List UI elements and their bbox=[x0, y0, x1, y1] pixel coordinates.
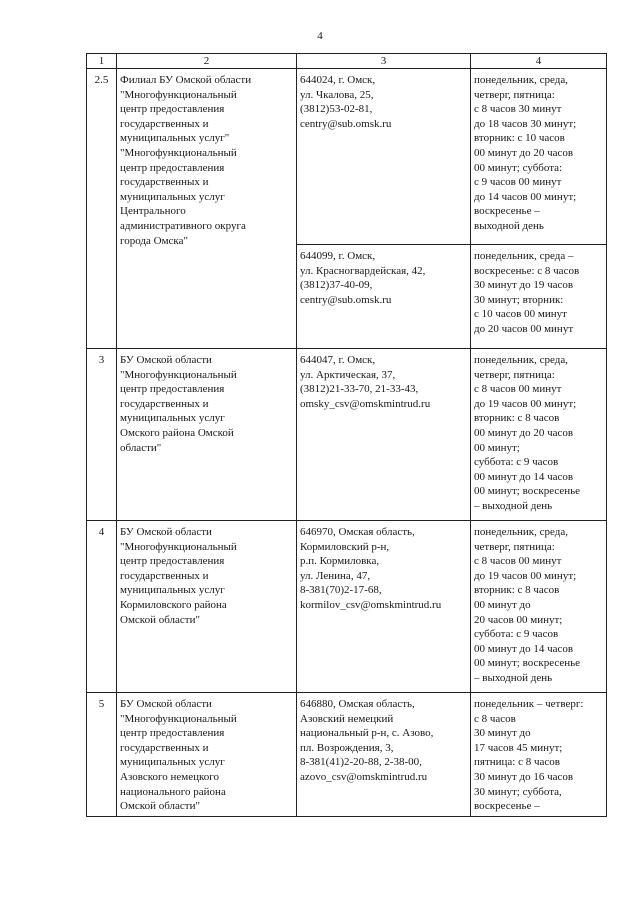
address-cell bbox=[297, 349, 471, 521]
cell-text-line: ул. Ленина, 47, bbox=[300, 569, 371, 582]
cell-text-line: до 14 часов 00 минут; bbox=[474, 190, 577, 203]
header-cell: 3 bbox=[297, 54, 471, 69]
header-cell: 1 bbox=[87, 54, 117, 69]
address-cell bbox=[297, 245, 471, 349]
hours-cell bbox=[471, 69, 607, 245]
cell-text-line: с 9 часов 00 минут bbox=[474, 176, 562, 189]
row-number: 3 bbox=[87, 349, 117, 521]
cell-text-line: понедельник, среда, bbox=[474, 354, 568, 366]
cell-text-line: муниципальных услуг bbox=[120, 584, 225, 597]
cell-text-line: с 8 часов 30 минут bbox=[474, 103, 562, 116]
cell-text-line: государственных и bbox=[120, 117, 209, 130]
cell-text-line: БУ Омской области bbox=[120, 526, 212, 538]
cell-text-line: национальный р-н, с. Азово, bbox=[300, 727, 434, 740]
cell-text-line: centry@sub.omsk.ru bbox=[300, 117, 392, 130]
cell-text-line: 00 минут; bbox=[474, 441, 520, 454]
cell-text-line: Азовского немецкого bbox=[120, 770, 220, 783]
cell-text-line: с 8 часов 00 минут bbox=[474, 555, 562, 568]
cell-text-line: 646880, Омская область, bbox=[300, 698, 415, 710]
cell-text-line: центр предоставления bbox=[120, 103, 225, 116]
cell-text-line: БУ Омской области bbox=[120, 698, 212, 710]
header-cell: 4 bbox=[471, 54, 607, 69]
cell-text-line: Азовский немецкий bbox=[300, 712, 394, 725]
cell-text-line: муниципальных услуг" bbox=[120, 132, 230, 145]
cell-text-line: муниципальных услуг bbox=[120, 190, 225, 203]
cell-text-line: Филиал БУ Омской области bbox=[120, 74, 252, 86]
cell-text-line: 00 минут; воскресенье bbox=[474, 485, 581, 498]
hours-cell bbox=[471, 245, 607, 349]
address-cell bbox=[297, 693, 471, 817]
cell-text-line: – выходной день bbox=[474, 671, 553, 684]
cell-text-line: понедельник – четверг: bbox=[474, 698, 584, 710]
hours-cell bbox=[471, 693, 607, 817]
cell-text-line: "Многофункциональный bbox=[120, 146, 237, 159]
hours-cell bbox=[471, 349, 607, 521]
cell-text-line: – выходной день bbox=[474, 499, 553, 512]
cell-text-line: Центрального bbox=[120, 205, 186, 218]
cell-text-line: 646970, Омская область, bbox=[300, 526, 415, 538]
cell-text-line: административного округа bbox=[120, 219, 246, 232]
cell-text-line: города Омска" bbox=[120, 234, 188, 247]
cell-text-line: с 10 часов 00 минут bbox=[474, 308, 567, 321]
cell-text-line: Омского района Омской bbox=[120, 426, 234, 439]
cell-text-line: выходной день bbox=[474, 219, 544, 232]
mfc-branches-table bbox=[86, 53, 607, 817]
table-row bbox=[87, 69, 607, 245]
cell-text-line: центр предоставления bbox=[120, 161, 225, 174]
cell-text-line: 644099, г. Омск, bbox=[300, 250, 376, 262]
cell-text-line: 30 минут до bbox=[474, 727, 531, 740]
cell-text-line: "Многофункциональный bbox=[120, 712, 237, 725]
cell-text-line: четверг, пятница: bbox=[474, 88, 555, 101]
cell-text-line: 8-381(70)2-17-68, bbox=[300, 584, 382, 597]
cell-text-line: четверг, пятница: bbox=[474, 368, 555, 381]
header-cell: 2 bbox=[117, 54, 297, 69]
cell-text-line: государственных и bbox=[120, 397, 209, 410]
cell-text-line: Омской области" bbox=[120, 800, 200, 813]
cell-text-line: вторник: с 8 часов bbox=[474, 412, 560, 425]
cell-text-line: omsky_csv@omskmintrud.ru bbox=[300, 397, 431, 410]
header-row bbox=[87, 54, 607, 69]
cell-text-line: 00 минут до 20 часов bbox=[474, 146, 574, 159]
cell-text-line: 00 минут; воскресенье bbox=[474, 657, 581, 670]
cell-text-line: 00 минут до 14 часов bbox=[474, 642, 574, 655]
cell-text-line: 00 минут до bbox=[474, 598, 531, 611]
cell-text-line: ул. Арктическая, 37, bbox=[300, 368, 396, 381]
cell-text-line: БУ Омской области bbox=[120, 354, 212, 366]
cell-text-line: ул. Чкалова, 25, bbox=[300, 88, 374, 101]
cell-text-line: 00 минут; суббота: bbox=[474, 161, 563, 174]
cell-text-line: центр предоставления bbox=[120, 727, 225, 740]
cell-text-line: 30 минут; вторник: bbox=[474, 293, 564, 306]
organization-cell bbox=[117, 521, 297, 693]
cell-text-line: до 19 часов 00 минут; bbox=[474, 397, 577, 410]
organization-cell bbox=[117, 349, 297, 521]
cell-text-line: Омской области" bbox=[120, 613, 200, 626]
cell-text-line: р.п. Кормиловка, bbox=[300, 555, 380, 568]
table-row bbox=[87, 693, 607, 817]
cell-text-line: 30 минут до 19 часов bbox=[474, 279, 574, 292]
cell-text-line: понедельник, среда, bbox=[474, 74, 568, 86]
cell-text-line: "Многофункциональный bbox=[120, 368, 237, 381]
cell-text-line: 644047, г. Омск, bbox=[300, 354, 376, 366]
cell-text-line: centry@sub.omsk.ru bbox=[300, 293, 392, 306]
cell-text-line: центр предоставления bbox=[120, 383, 225, 396]
cell-text-line: суббота: с 9 часов bbox=[474, 456, 559, 469]
cell-text-line: государственных и bbox=[120, 569, 209, 582]
cell-text-line: государственных и bbox=[120, 176, 209, 189]
table-row bbox=[87, 349, 607, 521]
cell-text-line: 8-381(41)2-20-88, 2-38-00, bbox=[300, 756, 422, 769]
cell-text-line: четверг, пятница: bbox=[474, 540, 555, 553]
cell-text-line: Кормиловского района bbox=[120, 598, 227, 611]
table-row bbox=[87, 521, 607, 693]
cell-text-line: (3812)21-33-70, 21-33-43, bbox=[300, 383, 419, 396]
cell-text-line: вторник: с 10 часов bbox=[474, 132, 565, 145]
cell-text-line: суббота: с 9 часов bbox=[474, 628, 559, 641]
cell-text-line: пятница: с 8 часов bbox=[474, 756, 560, 769]
page-number: 4 bbox=[317, 30, 323, 42]
cell-text-line: (3812)37-40-09, bbox=[300, 279, 373, 292]
cell-text-line: государственных и bbox=[120, 741, 209, 754]
cell-text-line: до 19 часов 00 минут; bbox=[474, 569, 577, 582]
row-number: 2.5 bbox=[87, 69, 117, 349]
cell-text-line: kormilov_csv@omskmintrud.ru bbox=[300, 598, 442, 611]
row-number: 4 bbox=[87, 521, 117, 693]
cell-text-line: воскресенье: с 8 часов bbox=[474, 264, 580, 277]
organization-cell bbox=[117, 69, 297, 349]
cell-text-line: 644024, г. Омск, bbox=[300, 74, 376, 86]
cell-text-line: с 8 часов bbox=[474, 712, 516, 725]
cell-text-line: Кормиловский р-н, bbox=[300, 540, 390, 553]
cell-text-line: "Многофункциональный bbox=[120, 88, 237, 101]
cell-text-line: azovo_csv@omskmintrud.ru bbox=[300, 770, 428, 783]
cell-text-line: вторник: с 8 часов bbox=[474, 584, 560, 597]
address-cell bbox=[297, 69, 471, 245]
cell-text-line: центр предоставления bbox=[120, 555, 225, 568]
cell-text-line: ул. Красногвардейская, 42, bbox=[300, 264, 426, 277]
cell-text-line: национального района bbox=[120, 785, 226, 798]
cell-text-line: 20 часов 00 минут; bbox=[474, 613, 563, 626]
cell-text-line: воскресенье – bbox=[474, 205, 540, 218]
cell-text-line: 17 часов 45 минут; bbox=[474, 741, 563, 754]
cell-text-line: муниципальных услуг bbox=[120, 412, 225, 425]
cell-text-line: до 18 часов 30 минут; bbox=[474, 117, 577, 130]
cell-text-line: понедельник, среда, bbox=[474, 526, 568, 538]
cell-text-line: 00 минут до 20 часов bbox=[474, 426, 574, 439]
cell-text-line: области" bbox=[120, 441, 162, 454]
row-number: 5 bbox=[87, 693, 117, 817]
cell-text-line: с 8 часов 00 минут bbox=[474, 383, 562, 396]
cell-text-line: до 20 часов 00 минут bbox=[474, 322, 574, 335]
cell-text-line: "Многофункциональный bbox=[120, 540, 237, 553]
cell-text-line: пл. Возрождения, 3, bbox=[300, 741, 394, 754]
address-cell bbox=[297, 521, 471, 693]
hours-cell bbox=[471, 521, 607, 693]
cell-text-line: (3812)53-02-81, bbox=[300, 103, 373, 116]
cell-text-line: 30 минут до 16 часов bbox=[474, 770, 574, 783]
cell-text-line: муниципальных услуг bbox=[120, 756, 225, 769]
cell-text-line: 00 минут до 14 часов bbox=[474, 470, 574, 483]
cell-text-line: воскресенье – bbox=[474, 800, 540, 813]
organization-cell bbox=[117, 693, 297, 817]
cell-text-line: понедельник, среда – bbox=[474, 250, 574, 262]
cell-text-line: 30 минут; суббота, bbox=[474, 785, 562, 798]
